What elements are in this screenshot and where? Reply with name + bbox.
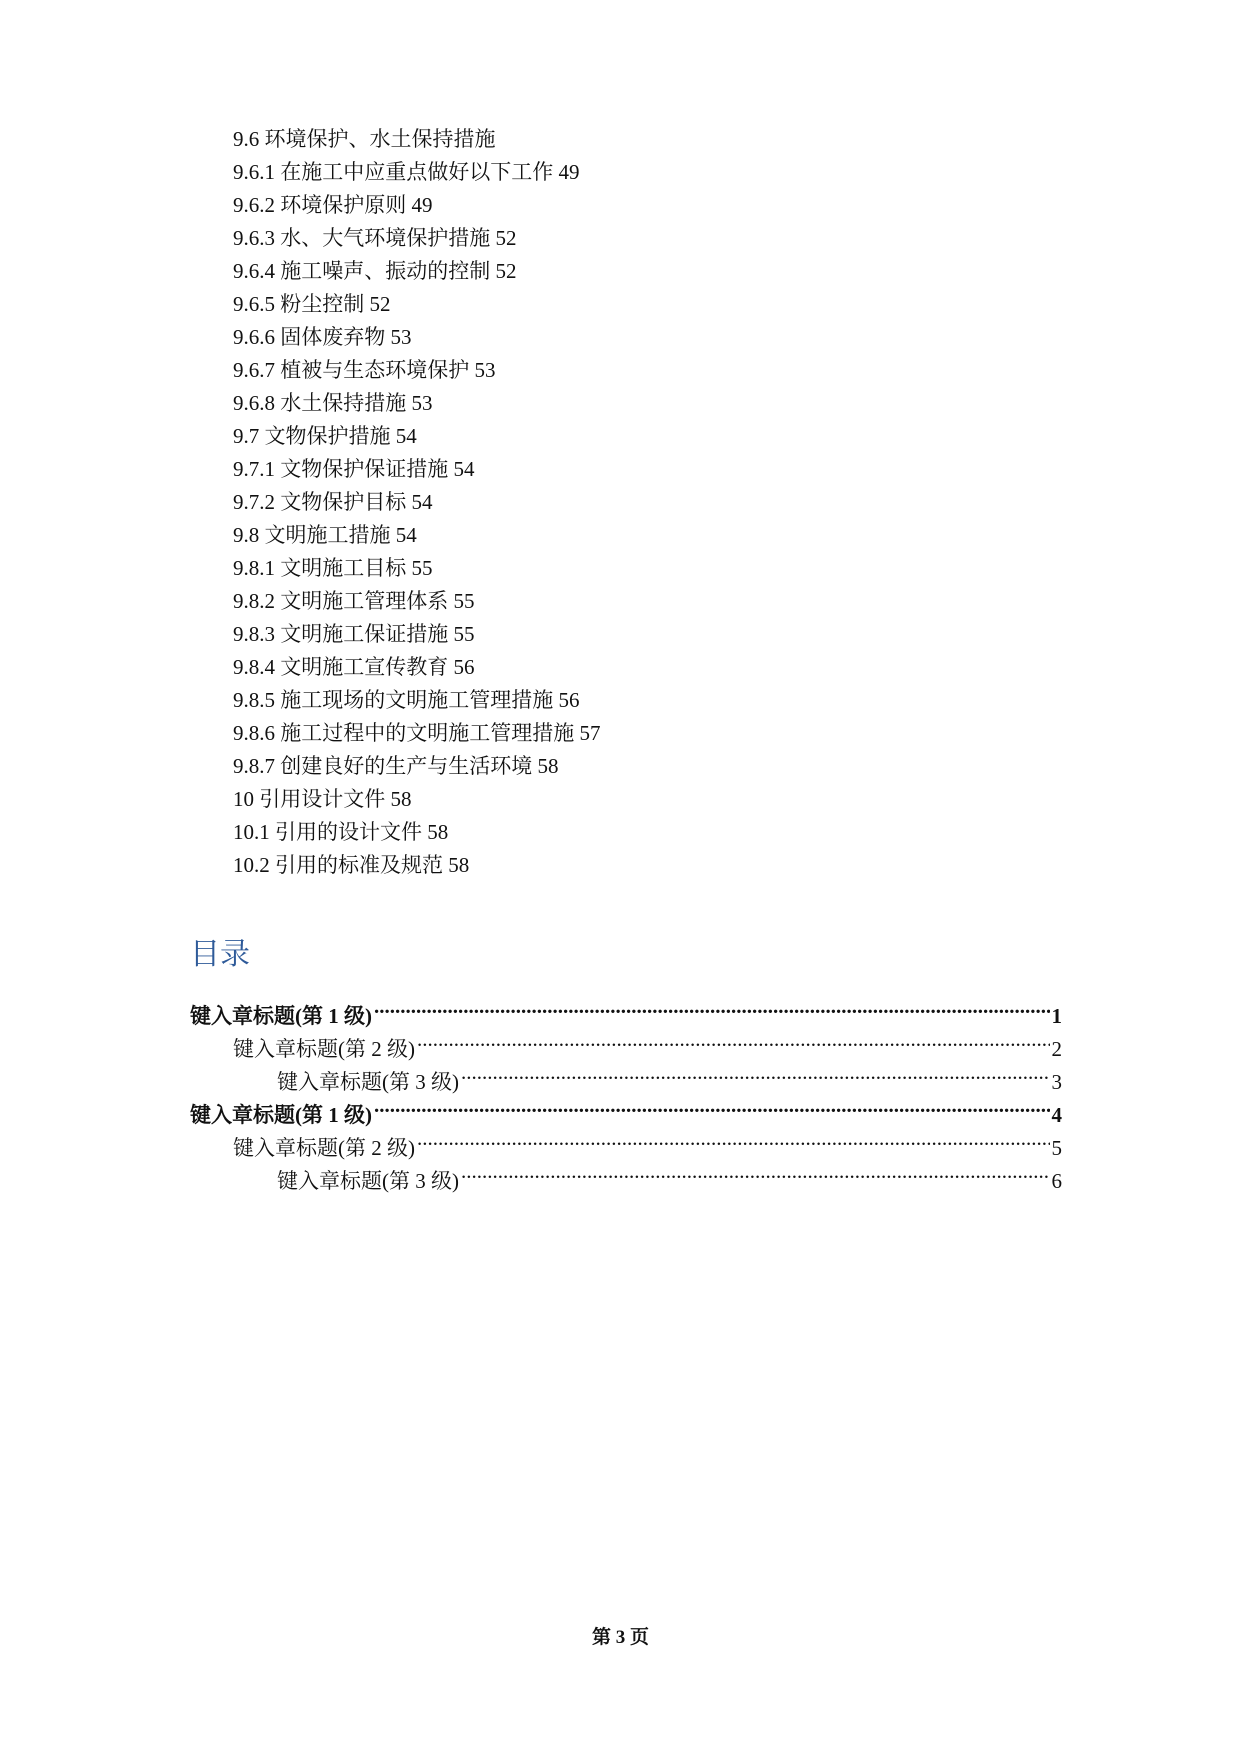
- toc-entry: 9.6.2 环境保护原则 49: [233, 193, 433, 217]
- dot-leader: [374, 1089, 1050, 1122]
- toc-entry: 9.6.6 固体废弃物 53: [233, 325, 412, 349]
- toc-entry: 9.8.6 施工过程中的文明施工管理措施 57: [233, 721, 601, 745]
- toc-template-page: 6: [1051, 1169, 1062, 1193]
- toc-heading: 目录: [190, 937, 250, 972]
- toc-entry: 9.6 环境保护、水土保持措施: [233, 127, 496, 151]
- toc-entry: 10.1 引用的设计文件 58: [233, 820, 449, 844]
- toc-template-list: [190, 990, 1062, 1193]
- toc-entry: 9.8.3 文明施工保证措施 55: [233, 622, 475, 646]
- toc-entry: 9.7 文物保护措施 54: [233, 424, 417, 448]
- toc-entry-list: [233, 123, 1033, 882]
- toc-entry: 10.2 引用的标准及规范 58: [233, 853, 470, 877]
- toc-template-page: 4: [1051, 1103, 1062, 1127]
- toc-template-label: 键入章标题(第 2 级): [233, 1136, 415, 1160]
- toc-entry: 9.8.2 文明施工管理体系 55: [233, 589, 475, 613]
- toc-entry: 9.8 文明施工措施 54: [233, 523, 417, 547]
- toc-entry: 9.6.4 施工噪声、振动的控制 52: [233, 259, 517, 283]
- toc-entry: 9.6.8 水土保持措施 53: [233, 391, 433, 415]
- dot-leader: [417, 1122, 1050, 1155]
- toc-entry: 9.7.1 文物保护保证措施 54: [233, 457, 475, 481]
- toc-template-label: 键入章标题(第 3 级): [277, 1070, 459, 1094]
- toc-template-page: 1: [1051, 1004, 1062, 1028]
- dot-leader: [461, 1155, 1050, 1188]
- toc-template-page: 2: [1051, 1037, 1062, 1061]
- dot-leader: [417, 1023, 1050, 1056]
- toc-entry: 9.8.1 文明施工目标 55: [233, 556, 433, 580]
- toc-entry: 9.6.7 植被与生态环境保护 53: [233, 358, 496, 382]
- toc-template-page: 5: [1051, 1136, 1062, 1160]
- toc-template-page: 3: [1051, 1070, 1062, 1094]
- toc-entry: 9.6.5 粉尘控制 52: [233, 292, 391, 316]
- toc-template-label: 键入章标题(第 3 级): [277, 1169, 459, 1193]
- toc-entry: 9.6.3 水、大气环境保护措施 52: [233, 226, 517, 250]
- toc-entry: 9.6.1 在施工中应重点做好以下工作 49: [233, 160, 580, 184]
- dot-leader: [374, 990, 1050, 1023]
- toc-entry: 9.8.7 创建良好的生产与生活环境 58: [233, 754, 559, 778]
- toc-entry: 9.8.4 文明施工宣传教育 56: [233, 655, 475, 679]
- toc-entry: 10 引用设计文件 58: [233, 787, 412, 811]
- toc-template-label: 键入章标题(第 1 级): [190, 1004, 372, 1028]
- dot-leader: [461, 1056, 1050, 1089]
- toc-entry: 9.8.5 施工现场的文明施工管理措施 56: [233, 688, 580, 712]
- page-number-footer: 第 3 页: [591, 1627, 649, 1648]
- toc-template-label: 键入章标题(第 2 级): [233, 1037, 415, 1061]
- toc-template-row-level-1[interactable]: [190, 990, 1062, 1028]
- toc-template-label: 键入章标题(第 1 级): [190, 1103, 372, 1127]
- toc-entry: 9.7.2 文物保护目标 54: [233, 490, 433, 514]
